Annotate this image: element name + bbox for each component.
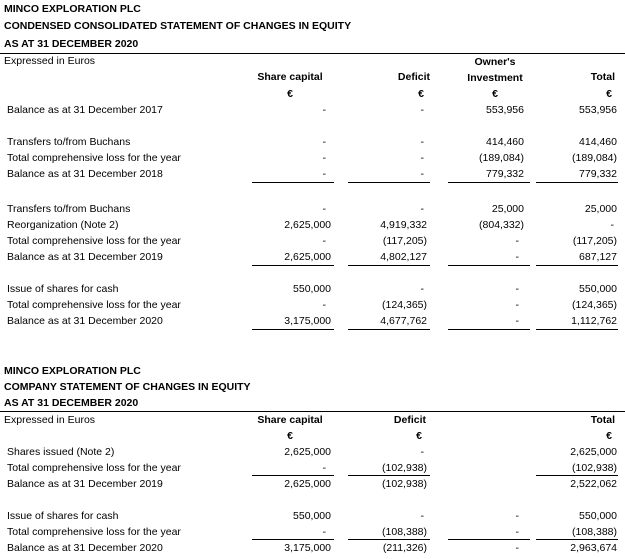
expressed-in: Expressed in Euros: [4, 55, 96, 67]
cell-tot: -: [610, 219, 614, 231]
rule: [252, 265, 334, 266]
col-total-currency: €: [606, 88, 612, 100]
statement-date-2: AS AT 31 DECEMBER 2020: [4, 397, 139, 409]
cell-def: (211,326): [382, 542, 427, 554]
cell-tot: 779,332: [579, 168, 617, 180]
cell-tot: 687,127: [579, 251, 617, 263]
cell-tot: 2,963,674: [570, 542, 617, 554]
col-share-capital-2: Share capital: [257, 414, 323, 426]
cell-sc: 2,625,000: [284, 219, 331, 231]
cell-own: 25,000: [491, 203, 524, 215]
cell-def: -: [420, 446, 424, 458]
cell-def: (124,365): [382, 299, 427, 311]
col-total-2: Total: [590, 414, 615, 426]
cell-sc: -: [322, 235, 326, 247]
cell-own: -: [515, 526, 519, 538]
cell-own: 553,956: [486, 104, 524, 116]
cell-def: (108,388): [382, 526, 427, 538]
cell-def: -: [420, 152, 424, 164]
cell-own: -: [515, 283, 519, 295]
rule: [448, 182, 530, 183]
cell-tot: 553,956: [579, 104, 617, 116]
cell-tot: (124,365): [572, 299, 617, 311]
col-investment: Investment: [467, 72, 523, 84]
cell-tot: (108,388): [572, 526, 617, 538]
row-label: Shares issued (Note 2): [7, 446, 115, 458]
col-share-capital-currency-2: €: [287, 430, 293, 442]
rule: [348, 475, 430, 476]
row-label: Balance as at 31 December 2017: [7, 104, 163, 116]
row-label: Reorganization (Note 2): [7, 219, 119, 231]
row-label: Total comprehensive loss for the year: [7, 462, 181, 474]
expressed-in-2: Expressed in Euros: [4, 414, 96, 426]
cell-own: (189,084): [479, 152, 524, 164]
rule: [348, 182, 430, 183]
rule: [448, 265, 530, 266]
cell-sc: -: [322, 104, 326, 116]
cell-def: (102,938): [382, 462, 427, 474]
statement-date: AS AT 31 DECEMBER 2020: [4, 38, 139, 50]
row-label: Total comprehensive loss for the year: [7, 299, 181, 311]
rule: [536, 182, 618, 183]
cell-sc: 550,000: [293, 283, 331, 295]
cell-def: -: [420, 283, 424, 295]
cell-own: -: [515, 315, 519, 327]
cell-own: -: [515, 510, 519, 522]
cell-tot: (117,205): [572, 235, 617, 247]
cell-sc: 3,175,000: [284, 315, 331, 327]
cell-tot: 2,522,062: [570, 478, 617, 490]
cell-sc: -: [322, 462, 326, 474]
cell-def: 4,919,332: [380, 219, 427, 231]
rule: [348, 539, 430, 540]
rule: [252, 475, 334, 476]
col-deficit-currency: €: [418, 88, 424, 100]
cell-tot: (102,938): [572, 462, 617, 474]
col-share-capital: Share capital: [257, 71, 323, 83]
rule: [536, 539, 618, 540]
cell-own: -: [515, 235, 519, 247]
rule: [448, 329, 530, 330]
cell-tot: 1,112,762: [571, 315, 617, 327]
cell-tot: 2,625,000: [570, 446, 617, 458]
header-rule: [0, 53, 625, 54]
cell-tot: 550,000: [579, 283, 617, 295]
cell-own: (804,332): [479, 219, 524, 231]
col-total: Total: [590, 71, 615, 83]
cell-def: (117,205): [382, 235, 427, 247]
row-label: Transfers to/from Buchans: [7, 203, 131, 215]
cell-tot: (189,084): [572, 152, 617, 164]
rule: [252, 182, 334, 183]
rule: [448, 539, 530, 540]
cell-sc: -: [322, 136, 326, 148]
cell-sc: -: [322, 152, 326, 164]
cell-def: -: [420, 136, 424, 148]
row-label: Balance as at 31 December 2019: [7, 478, 163, 490]
col-deficit: Deficit: [397, 71, 430, 83]
rule: [536, 265, 618, 266]
row-label: Total comprehensive loss for the year: [7, 526, 181, 538]
col-share-capital-currency: €: [287, 88, 293, 100]
cell-tot: 550,000: [579, 510, 617, 522]
cell-own: -: [515, 299, 519, 311]
cell-def: -: [420, 510, 424, 522]
cell-def: 4,677,762: [380, 315, 427, 327]
cell-tot: 25,000: [584, 203, 617, 215]
cell-sc: 3,175,000: [284, 542, 331, 554]
col-deficit-currency-2: €: [416, 430, 422, 442]
cell-own: 414,460: [486, 136, 524, 148]
row-label: Balance as at 31 December 2020: [7, 542, 163, 554]
rule: [536, 329, 618, 330]
row-label: Balance as at 31 December 2020: [7, 315, 163, 327]
cell-own: -: [515, 251, 519, 263]
cell-sc: 2,625,000: [284, 446, 331, 458]
statement-title: CONDENSED CONSOLIDATED STATEMENT OF CHANGES IN EQUITY: [4, 20, 352, 32]
rule: [348, 265, 430, 266]
rule: [348, 329, 430, 330]
cell-sc: -: [322, 299, 326, 311]
statement-title-2: COMPANY STATEMENT OF CHANGES IN EQUITY: [4, 381, 251, 393]
cell-def: -: [420, 104, 424, 116]
cell-own: -: [515, 542, 519, 554]
row-label: Balance as at 31 December 2018: [7, 168, 163, 180]
company-name-2: MINCO EXPLORATION PLC: [4, 365, 141, 377]
row-label: Total comprehensive loss for the year: [7, 235, 181, 247]
row-label: Issue of shares for cash: [7, 510, 119, 522]
rule: [536, 475, 618, 476]
row-label: Balance as at 31 December 2019: [7, 251, 163, 263]
cell-def: 4,802,127: [380, 251, 427, 263]
cell-sc: -: [322, 526, 326, 538]
cell-tot: 414,460: [579, 136, 617, 148]
cell-def: -: [420, 203, 424, 215]
row-label: Transfers to/from Buchans: [7, 136, 131, 148]
cell-sc: 2,625,000: [284, 251, 331, 263]
cell-sc: 550,000: [293, 510, 331, 522]
cell-def: (102,938): [382, 478, 427, 490]
cell-own: 779,332: [486, 168, 524, 180]
cell-def: -: [420, 168, 424, 180]
col-deficit-2: Deficit: [393, 414, 426, 426]
company-name: MINCO EXPLORATION PLC: [4, 3, 141, 15]
rule: [252, 539, 334, 540]
col-owners: Owner's: [474, 56, 516, 68]
cell-sc: -: [322, 203, 326, 215]
col-total-currency-2: €: [606, 430, 612, 442]
rule: [252, 329, 334, 330]
cell-sc: 2,625,000: [284, 478, 331, 490]
col-investment-currency: €: [492, 88, 498, 100]
cell-sc: -: [322, 168, 326, 180]
header-rule-2: [0, 411, 625, 412]
row-label: Total comprehensive loss for the year: [7, 152, 181, 164]
row-label: Issue of shares for cash: [7, 283, 119, 295]
